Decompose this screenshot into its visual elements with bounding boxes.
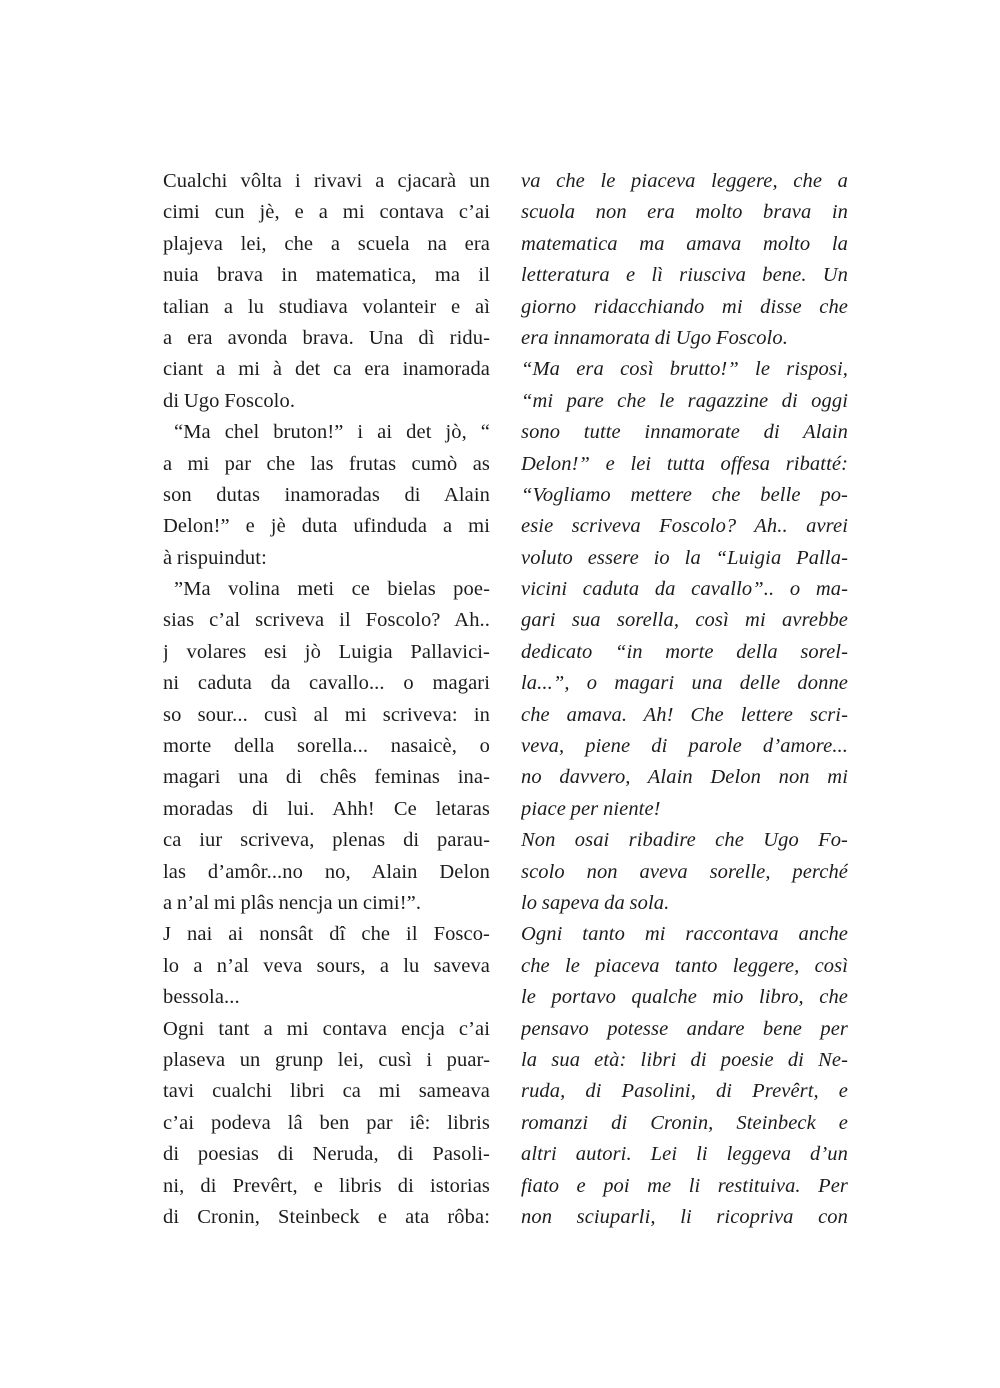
text-line: voluto essere io la “Luigia Palla- (521, 546, 848, 569)
text-line: moradas di lui. Ahh! Ce letaras (163, 797, 490, 820)
left-column (163, 166, 490, 1233)
text-line: so sour... cusì al mi scriveva: in (163, 703, 490, 726)
text-line: ciant a mi à det ca era inamorada (163, 358, 490, 381)
book-page-text-block (163, 166, 848, 1233)
text-line: va che le piaceva leggere, che a (521, 170, 848, 192)
text-line: di Ugo Foscolo. (163, 389, 296, 412)
text-line: scuola non era molto brava in (521, 201, 848, 224)
text-line: ni, di Prevêrt, e libris di istorias (163, 1174, 490, 1197)
text-line: cimi cun jè, e a mi contava c’ai (163, 201, 490, 224)
text-line: magari una di chês feminas ina- (163, 766, 490, 789)
text-line: morte della sorella... nasaicè, o (163, 735, 490, 758)
text-line: lo a n’al veva sours, a lu saveva (163, 954, 490, 977)
text-line: “mi pare che le ragazzine di oggi (521, 389, 848, 412)
text-line: che le piaceva tanto leggere, così (521, 954, 848, 977)
text-line: di Cronin, Steinbeck e ata rôba: (163, 1205, 490, 1228)
text-line: son dutas inamoradas di Alain (163, 483, 490, 506)
text-line: pensavo potesse andare bene per (521, 1017, 848, 1040)
text-line: fiato e poi me li restituiva. Per (521, 1174, 848, 1197)
text-line: “Ma chel bruton!” i ai det jò, “ (174, 421, 490, 444)
text-line: ca iur scriveva, plenas di parau- (163, 829, 490, 852)
text-line: no davvero, Alain Delon non mi (521, 766, 848, 789)
text-line: la...”, o magari una delle donne (521, 672, 848, 695)
text-line: plaseva un grunp lei, cusì i puar- (163, 1048, 490, 1071)
right-column (521, 166, 848, 1233)
text-line: c’ai podeva lâ ben par iê: libris (163, 1111, 490, 1134)
text-line: matematica ma amava molto la (521, 232, 848, 255)
text-line: di poesias di Neruda, di Pasoli- (163, 1143, 490, 1166)
text-line: scolo non aveva sorelle, perché (521, 860, 848, 883)
text-line: “Ma era così brutto!” le risposi, (521, 358, 848, 381)
text-line: sono tutte innamorate di Alain (521, 421, 848, 444)
text-line: altri autori. Lei li leggeva d’un (521, 1143, 848, 1166)
text-line: piace per niente! (521, 797, 661, 820)
text-line: à rispuindut: (163, 546, 267, 569)
text-line: era innamorata di Ugo Foscolo. (521, 326, 788, 349)
text-line: la sua età: libri di poesie di Ne- (521, 1048, 848, 1071)
text-line: Delon!” e jè duta ufinduda a mi (163, 515, 490, 538)
text-line: plajeva lei, che a scuela na era (163, 232, 490, 255)
text-line: a era avonda brava. Una dì ridu- (163, 326, 490, 349)
text-line: a mi par che las frutas cumò as (163, 452, 490, 475)
text-line: Ogni tant a mi contava encja c’ai (163, 1017, 490, 1040)
text-line: che amava. Ah! Che lettere scri- (521, 703, 848, 726)
text-line: nuia brava in matematica, ma il (163, 264, 490, 287)
text-line: Ogni tanto mi raccontava anche (521, 923, 848, 946)
text-line: esie scriveva Foscolo? Ah.. avrei (521, 515, 848, 538)
text-line: gari sua sorella, così mi avrebbe (521, 609, 848, 632)
text-line: J nai ai nonsât dî che il Fosco- (163, 923, 490, 946)
text-line: lo sapeva da sola. (521, 891, 670, 914)
text-line: tavi cualchi libri ca mi sameava (163, 1080, 490, 1103)
text-line: ”Ma volina meti ce bielas poe- (174, 578, 490, 601)
text-line: veva, piene di parole d’amore... (521, 735, 848, 758)
text-line: Delon!” e lei tutta offesa ribatté: (521, 452, 848, 475)
text-line: non sciuparli, li ricopriva con (521, 1205, 848, 1228)
text-line: giorno ridacchiando mi disse che (521, 295, 848, 318)
text-line: j volares esi jò Luigia Pallavici- (163, 640, 490, 663)
text-line: talian a lu studiava volanteir e aì (163, 295, 490, 318)
text-line: dedicato “in morte della sorel- (521, 640, 848, 663)
text-line: “Vogliamo mettere che belle po- (521, 483, 848, 506)
text-line: Non osai ribadire che Ugo Fo- (521, 829, 848, 852)
text-line: le portavo qualche mio libro, che (521, 986, 848, 1009)
text-line: las d’amôr...no no, Alain Delon (163, 860, 490, 883)
text-line: vicini caduta da cavallo”.. o ma- (521, 578, 848, 601)
text-line: Cualchi vôlta i rivavi a cjacarà un (163, 170, 490, 192)
text-line: bessola... (163, 986, 240, 1009)
text-line: a n’al mi plâs nencja un cimi!”. (163, 891, 422, 914)
text-line: ruda, di Pasolini, di Prevêrt, e (521, 1080, 848, 1103)
text-line: romanzi di Cronin, Steinbeck e (521, 1111, 848, 1134)
text-line: letteratura e lì riusciva bene. Un (521, 264, 848, 287)
text-line: sias c’al scriveva il Foscolo? Ah.. (163, 609, 490, 632)
text-line: ni caduta da cavallo... o magari (163, 672, 490, 695)
